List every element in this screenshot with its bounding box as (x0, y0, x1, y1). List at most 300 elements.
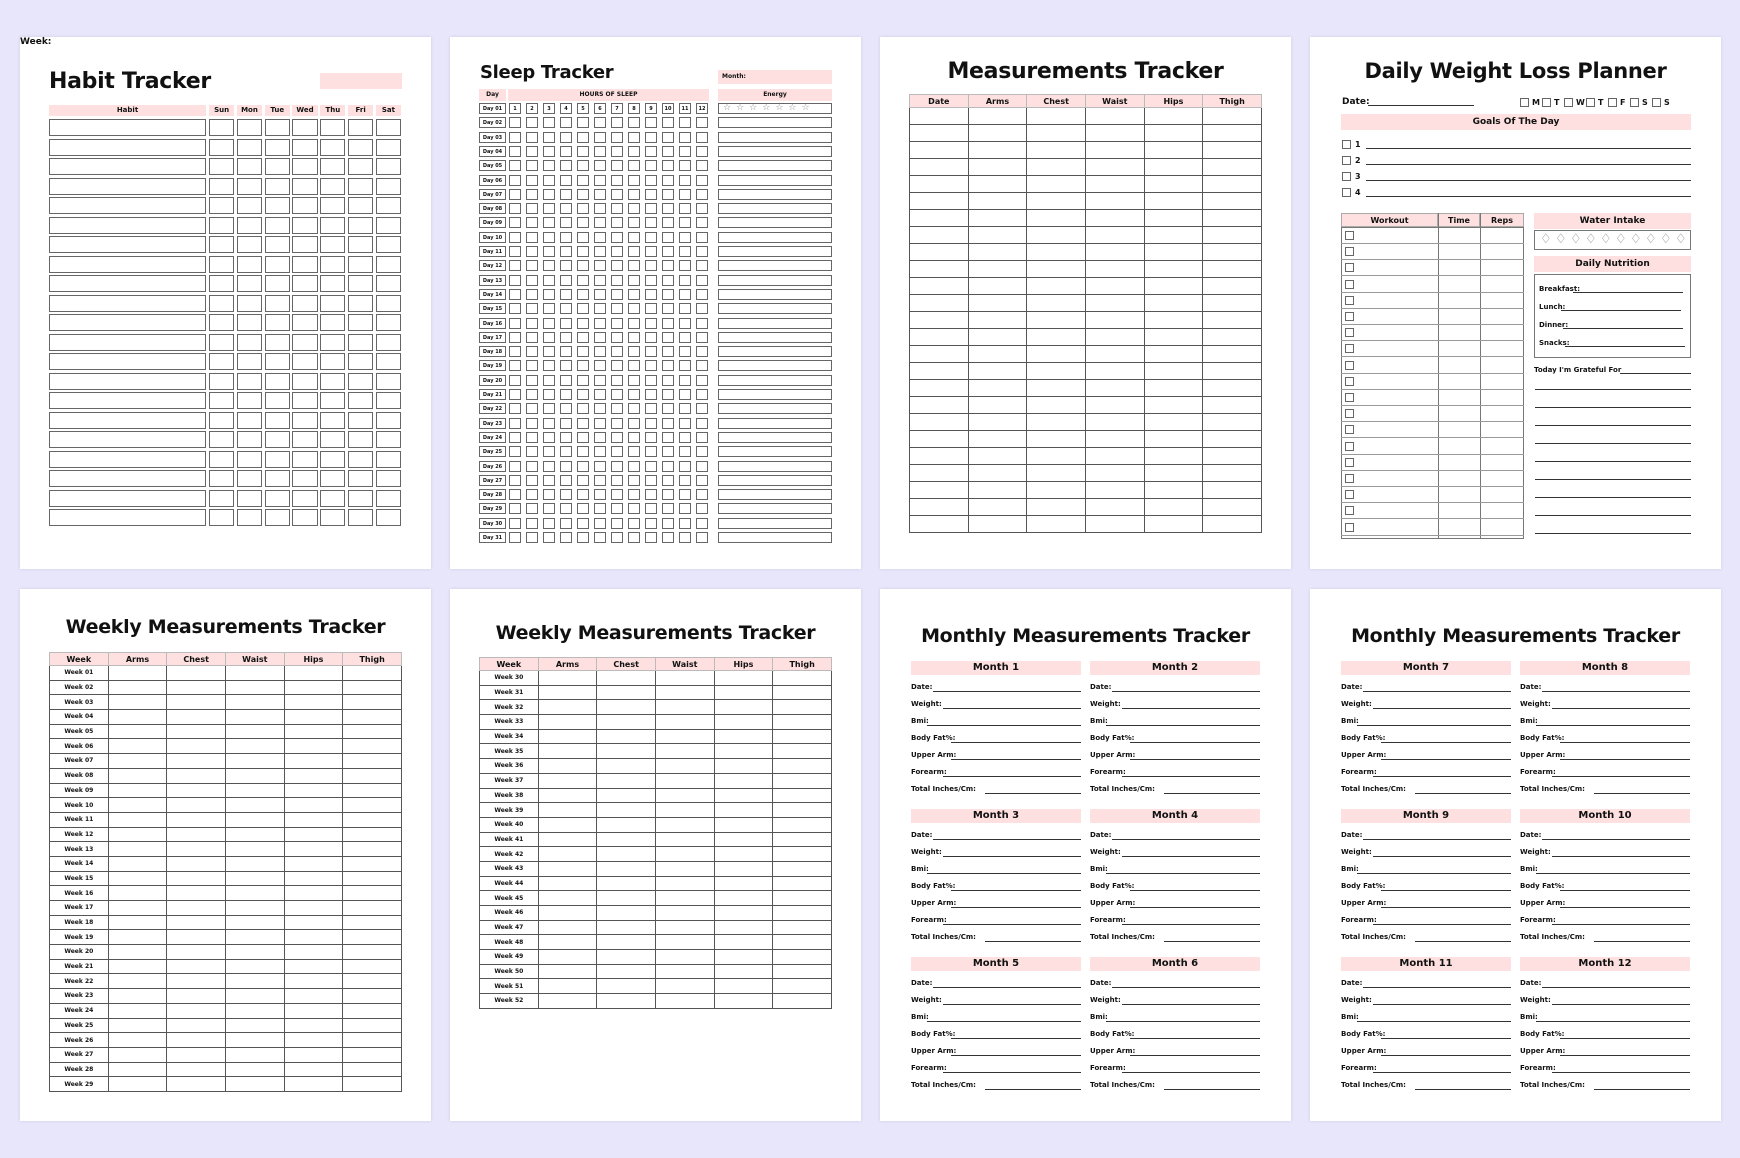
measure-cell[interactable] (225, 1003, 284, 1018)
habit-check-cell[interactable] (292, 139, 317, 156)
sleep-hour-cell[interactable] (543, 146, 555, 157)
field-line[interactable] (1122, 1072, 1260, 1073)
habit-check-cell[interactable] (376, 353, 401, 370)
habit-check-cell[interactable] (237, 197, 262, 214)
measure-cell[interactable] (714, 964, 773, 979)
habit-check-cell[interactable] (237, 139, 262, 156)
field-line[interactable] (951, 759, 1081, 760)
weekday-checkbox[interactable] (1652, 98, 1661, 107)
measure-cell[interactable] (167, 1033, 226, 1048)
sleep-hour-cell[interactable] (509, 403, 521, 414)
habit-check-cell[interactable] (292, 470, 317, 487)
habit-check-cell[interactable] (209, 275, 234, 292)
habit-check-cell[interactable] (237, 509, 262, 526)
sleep-hour-cell[interactable] (526, 289, 538, 300)
habit-check-cell[interactable] (376, 314, 401, 331)
date-field[interactable] (1368, 105, 1474, 106)
measure-cell[interactable] (1144, 363, 1203, 380)
goal-line[interactable] (1366, 148, 1691, 149)
measure-cell[interactable] (655, 715, 714, 730)
sleep-hour-cell[interactable] (560, 217, 572, 228)
sleep-hour-cell[interactable] (594, 160, 606, 171)
sleep-hour-cell[interactable] (645, 489, 657, 500)
measure-cell[interactable] (538, 979, 597, 994)
workout-checkbox[interactable] (1345, 231, 1354, 240)
measure-cell[interactable] (284, 666, 343, 681)
field-line[interactable] (1594, 941, 1690, 942)
measure-cell[interactable] (1144, 227, 1203, 244)
habit-check-cell[interactable] (265, 412, 290, 429)
measure-cell[interactable] (773, 788, 832, 803)
habit-check-cell[interactable] (237, 431, 262, 448)
sleep-hour-cell[interactable] (645, 203, 657, 214)
habit-check-cell[interactable] (320, 412, 345, 429)
measure-cell[interactable] (1203, 193, 1262, 210)
sleep-hour-cell[interactable] (662, 117, 674, 128)
sleep-hour-cell[interactable] (611, 203, 623, 214)
field-line[interactable] (951, 907, 1081, 908)
field-line[interactable] (1552, 708, 1690, 709)
measure-cell[interactable] (1144, 431, 1203, 448)
measure-cell[interactable] (538, 773, 597, 788)
measure-cell[interactable] (714, 744, 773, 759)
sleep-hour-cell[interactable]: 9 (645, 103, 657, 114)
sleep-hour-cell[interactable] (645, 375, 657, 386)
sleep-hour-cell[interactable] (645, 132, 657, 143)
workout-checkbox[interactable] (1345, 490, 1354, 499)
measure-cell[interactable] (1203, 295, 1262, 312)
habit-check-cell[interactable] (320, 295, 345, 312)
sleep-hour-cell[interactable] (611, 132, 623, 143)
sleep-hour-cell[interactable] (526, 403, 538, 414)
sleep-hour-cell[interactable] (628, 246, 640, 257)
measure-cell[interactable] (343, 739, 402, 754)
measure-cell[interactable] (968, 414, 1027, 431)
habit-check-cell[interactable] (348, 158, 373, 175)
sleep-hour-cell[interactable] (543, 189, 555, 200)
sleep-hour-cell[interactable] (594, 275, 606, 286)
sleep-hour-cell[interactable] (696, 475, 708, 486)
sleep-hour-cell[interactable] (611, 346, 623, 357)
meal-line[interactable] (1561, 310, 1681, 311)
sleep-hour-cell[interactable] (611, 489, 623, 500)
sleep-hour-cell[interactable] (526, 475, 538, 486)
habit-check-cell[interactable] (292, 334, 317, 351)
measure-cell[interactable] (225, 901, 284, 916)
measure-cell[interactable] (284, 1033, 343, 1048)
measure-cell[interactable] (1144, 159, 1203, 176)
sleep-hour-cell[interactable] (679, 489, 691, 500)
habit-check-cell[interactable] (265, 217, 290, 234)
sleep-hour-cell[interactable] (509, 160, 521, 171)
sleep-hour-cell[interactable] (526, 146, 538, 157)
measure-cell[interactable] (1085, 125, 1144, 142)
grateful-line[interactable] (1535, 407, 1691, 408)
sleep-hour-cell[interactable] (628, 232, 640, 243)
energy-cell[interactable] (718, 303, 832, 314)
measure-cell[interactable] (538, 744, 597, 759)
sleep-hour-cell[interactable]: 7 (611, 103, 623, 114)
sleep-hour-cell[interactable] (594, 518, 606, 529)
sleep-hour-cell[interactable] (662, 418, 674, 429)
measure-cell[interactable] (538, 832, 597, 847)
measure-cell[interactable] (773, 920, 832, 935)
sleep-hour-cell[interactable] (662, 403, 674, 414)
sleep-hour-cell[interactable] (594, 217, 606, 228)
sleep-hour-cell[interactable] (628, 346, 640, 357)
measure-cell[interactable] (1027, 346, 1086, 363)
measure-cell[interactable] (284, 959, 343, 974)
sleep-hour-cell[interactable] (560, 475, 572, 486)
star-icon[interactable]: ☆ (749, 103, 763, 113)
sleep-hour-cell[interactable] (560, 246, 572, 257)
sleep-hour-cell[interactable] (679, 346, 691, 357)
measure-cell[interactable] (714, 950, 773, 965)
sleep-hour-cell[interactable] (509, 418, 521, 429)
habit-name-cell[interactable] (49, 353, 206, 370)
sleep-hour-cell[interactable] (543, 489, 555, 500)
habit-check-cell[interactable] (209, 373, 234, 390)
measure-cell[interactable] (284, 783, 343, 798)
sleep-hour-cell[interactable] (526, 518, 538, 529)
habit-check-cell[interactable] (237, 353, 262, 370)
sleep-hour-cell[interactable] (679, 289, 691, 300)
sleep-hour-cell[interactable] (611, 117, 623, 128)
sleep-hour-cell[interactable] (645, 432, 657, 443)
measure-cell[interactable] (108, 768, 167, 783)
habit-check-cell[interactable] (209, 334, 234, 351)
measure-cell[interactable] (1085, 142, 1144, 159)
habit-check-cell[interactable] (209, 353, 234, 370)
habit-check-cell[interactable] (292, 236, 317, 253)
habit-check-cell[interactable] (265, 178, 290, 195)
sleep-hour-cell[interactable] (577, 117, 589, 128)
field-line[interactable] (1560, 1055, 1690, 1056)
measure-cell[interactable] (1144, 516, 1203, 533)
water-drop-icon[interactable]: ♢ (1660, 232, 1672, 247)
measure-cell[interactable] (714, 979, 773, 994)
measure-cell[interactable] (968, 465, 1027, 482)
sleep-hour-cell[interactable] (611, 189, 623, 200)
sleep-hour-cell[interactable] (611, 403, 623, 414)
sleep-hour-cell[interactable] (628, 160, 640, 171)
measure-cell[interactable] (167, 886, 226, 901)
measure-cell[interactable] (968, 499, 1027, 516)
sleep-hour-cell[interactable] (611, 475, 623, 486)
measure-cell[interactable] (343, 666, 402, 681)
field-line[interactable] (1373, 776, 1511, 777)
sleep-hour-cell[interactable] (577, 461, 589, 472)
field-line[interactable] (1381, 759, 1511, 760)
measure-cell[interactable] (773, 861, 832, 876)
measure-cell[interactable] (597, 671, 656, 686)
measure-cell[interactable] (714, 876, 773, 891)
measure-cell[interactable] (167, 798, 226, 813)
measure-cell[interactable] (597, 964, 656, 979)
habit-check-cell[interactable] (265, 451, 290, 468)
measure-cell[interactable] (655, 876, 714, 891)
sleep-hour-cell[interactable] (628, 189, 640, 200)
field-line[interactable] (1122, 776, 1260, 777)
habit-check-cell[interactable] (320, 470, 345, 487)
grateful-line[interactable] (1535, 497, 1691, 498)
sleep-hour-cell[interactable] (662, 446, 674, 457)
measure-cell[interactable] (108, 842, 167, 857)
measure-cell[interactable] (343, 812, 402, 827)
sleep-hour-cell[interactable] (645, 446, 657, 457)
sleep-hour-cell[interactable] (594, 489, 606, 500)
measure-cell[interactable] (714, 906, 773, 921)
sleep-hour-cell[interactable] (543, 375, 555, 386)
habit-check-cell[interactable] (376, 490, 401, 507)
habit-check-cell[interactable] (348, 119, 373, 136)
field-line[interactable] (1373, 1004, 1511, 1005)
sleep-hour-cell[interactable] (662, 275, 674, 286)
field-line[interactable] (1122, 924, 1260, 925)
sleep-hour-cell[interactable] (594, 189, 606, 200)
measure-cell[interactable] (968, 193, 1027, 210)
measure-cell[interactable] (714, 729, 773, 744)
sleep-hour-cell[interactable] (662, 332, 674, 343)
sleep-hour-cell[interactable] (696, 346, 708, 357)
measure-cell[interactable] (343, 754, 402, 769)
measure-cell[interactable] (108, 783, 167, 798)
sleep-hour-cell[interactable] (577, 489, 589, 500)
measure-cell[interactable] (1203, 176, 1262, 193)
field-line[interactable] (985, 1089, 1081, 1090)
measure-cell[interactable] (284, 871, 343, 886)
habit-check-cell[interactable] (348, 451, 373, 468)
measure-cell[interactable] (284, 710, 343, 725)
habit-check-cell[interactable] (265, 197, 290, 214)
measure-cell[interactable] (225, 945, 284, 960)
sleep-hour-cell[interactable] (543, 346, 555, 357)
measure-cell[interactable] (225, 974, 284, 989)
habit-name-cell[interactable] (49, 139, 206, 156)
energy-cell[interactable] (718, 360, 832, 371)
energy-cell[interactable] (718, 332, 832, 343)
habit-check-cell[interactable] (292, 197, 317, 214)
measure-cell[interactable] (167, 959, 226, 974)
measure-cell[interactable] (773, 876, 832, 891)
sleep-hour-cell[interactable] (662, 503, 674, 514)
habit-check-cell[interactable] (237, 158, 262, 175)
energy-cell[interactable] (718, 375, 832, 386)
measure-cell[interactable] (714, 700, 773, 715)
measure-cell[interactable] (343, 871, 402, 886)
star-icon[interactable]: ☆ (723, 103, 737, 113)
energy-cell[interactable] (718, 146, 832, 157)
measure-cell[interactable] (1027, 176, 1086, 193)
measure-cell[interactable] (714, 891, 773, 906)
sleep-hour-cell[interactable] (628, 117, 640, 128)
measure-cell[interactable] (714, 773, 773, 788)
field-line[interactable] (951, 742, 1081, 743)
sleep-hour-cell[interactable]: 10 (662, 103, 674, 114)
field-line[interactable] (927, 725, 1081, 726)
measure-cell[interactable] (1085, 380, 1144, 397)
habit-check-cell[interactable] (265, 314, 290, 331)
measure-cell[interactable] (1144, 295, 1203, 312)
measure-cell[interactable] (225, 739, 284, 754)
measure-cell[interactable] (1144, 499, 1203, 516)
measure-cell[interactable] (538, 861, 597, 876)
habit-check-cell[interactable] (265, 490, 290, 507)
sleep-hour-cell[interactable] (560, 117, 572, 128)
grateful-line[interactable] (1535, 479, 1691, 480)
measure-cell[interactable] (538, 759, 597, 774)
sleep-hour-cell[interactable] (577, 289, 589, 300)
measure-cell[interactable] (343, 798, 402, 813)
field-line[interactable] (1373, 708, 1511, 709)
habit-name-cell[interactable] (49, 334, 206, 351)
field-line[interactable] (1381, 1038, 1511, 1039)
sleep-hour-cell[interactable] (594, 375, 606, 386)
sleep-hour-cell[interactable] (628, 360, 640, 371)
sleep-hour-cell[interactable] (696, 303, 708, 314)
habit-check-cell[interactable] (265, 236, 290, 253)
measure-cell[interactable] (108, 945, 167, 960)
workout-checkbox[interactable] (1345, 312, 1354, 321)
sleep-hour-cell[interactable] (679, 203, 691, 214)
habit-check-cell[interactable] (265, 509, 290, 526)
habit-check-cell[interactable] (237, 392, 262, 409)
sleep-hour-cell[interactable] (543, 303, 555, 314)
sleep-hour-cell[interactable] (696, 332, 708, 343)
measure-cell[interactable] (167, 856, 226, 871)
energy-cell[interactable] (718, 117, 832, 128)
sleep-hour-cell[interactable] (696, 503, 708, 514)
measure-cell[interactable] (1085, 448, 1144, 465)
habit-check-cell[interactable] (209, 178, 234, 195)
measure-cell[interactable] (597, 773, 656, 788)
habit-check-cell[interactable] (237, 314, 262, 331)
sleep-hour-cell[interactable] (509, 289, 521, 300)
habit-check-cell[interactable] (292, 275, 317, 292)
sleep-hour-cell[interactable] (577, 260, 589, 271)
sleep-hour-cell[interactable] (645, 532, 657, 543)
sleep-hour-cell[interactable] (509, 132, 521, 143)
habit-check-cell[interactable] (209, 158, 234, 175)
measure-cell[interactable] (343, 959, 402, 974)
measure-cell[interactable] (1085, 312, 1144, 329)
sleep-hour-cell[interactable] (560, 375, 572, 386)
measure-cell[interactable] (284, 739, 343, 754)
measure-cell[interactable] (968, 312, 1027, 329)
sleep-hour-cell[interactable] (543, 217, 555, 228)
measure-cell[interactable] (538, 876, 597, 891)
sleep-hour-cell[interactable] (611, 318, 623, 329)
sleep-hour-cell[interactable]: 4 (560, 103, 572, 114)
water-drop-icon[interactable]: ♢ (1585, 232, 1597, 247)
sleep-hour-cell[interactable] (645, 246, 657, 257)
field-line[interactable] (1552, 1072, 1690, 1073)
measure-cell[interactable] (167, 783, 226, 798)
sleep-hour-cell[interactable] (662, 232, 674, 243)
sleep-hour-cell[interactable] (509, 146, 521, 157)
field-line[interactable] (1130, 907, 1260, 908)
sleep-hour-cell[interactable] (662, 260, 674, 271)
habit-check-cell[interactable] (265, 256, 290, 273)
sleep-hour-cell[interactable] (679, 275, 691, 286)
measure-cell[interactable] (1144, 380, 1203, 397)
sleep-hour-cell[interactable] (543, 475, 555, 486)
star-icon[interactable]: ☆ (736, 103, 750, 113)
sleep-hour-cell[interactable] (611, 303, 623, 314)
sleep-hour-cell[interactable] (543, 518, 555, 529)
measure-cell[interactable] (1144, 193, 1203, 210)
measure-cell[interactable] (968, 482, 1027, 499)
habit-check-cell[interactable] (292, 490, 317, 507)
measure-cell[interactable] (343, 901, 402, 916)
field-line[interactable] (1552, 776, 1690, 777)
field-line[interactable] (951, 1038, 1081, 1039)
grateful-line[interactable] (1535, 533, 1691, 534)
measure-cell[interactable] (108, 901, 167, 916)
sleep-hour-cell[interactable] (662, 175, 674, 186)
measure-cell[interactable] (1027, 261, 1086, 278)
measure-cell[interactable] (538, 847, 597, 862)
measure-cell[interactable] (655, 759, 714, 774)
water-drop-icon[interactable]: ♢ (1675, 232, 1687, 247)
measure-cell[interactable] (910, 380, 969, 397)
measure-cell[interactable] (343, 1062, 402, 1077)
habit-check-cell[interactable] (209, 236, 234, 253)
measure-cell[interactable] (1203, 261, 1262, 278)
habit-check-cell[interactable] (237, 236, 262, 253)
sleep-hour-cell[interactable] (696, 489, 708, 500)
measure-cell[interactable] (1203, 244, 1262, 261)
measure-cell[interactable] (910, 499, 969, 516)
energy-cell[interactable] (718, 289, 832, 300)
measure-cell[interactable] (538, 671, 597, 686)
sleep-hour-cell[interactable] (577, 375, 589, 386)
measure-cell[interactable] (167, 871, 226, 886)
sleep-hour-cell[interactable] (679, 160, 691, 171)
sleep-hour-cell[interactable]: 11 (679, 103, 691, 114)
sleep-hour-cell[interactable] (645, 289, 657, 300)
measure-cell[interactable] (773, 847, 832, 862)
field-line[interactable] (1381, 890, 1511, 891)
measure-cell[interactable] (1144, 261, 1203, 278)
habit-check-cell[interactable] (265, 158, 290, 175)
measure-cell[interactable] (108, 739, 167, 754)
sleep-hour-cell[interactable] (645, 260, 657, 271)
sleep-hour-cell[interactable] (662, 132, 674, 143)
sleep-hour-cell[interactable] (628, 489, 640, 500)
goal-checkbox[interactable] (1342, 156, 1351, 165)
measure-cell[interactable] (714, 994, 773, 1009)
measure-cell[interactable] (968, 329, 1027, 346)
measure-cell[interactable] (655, 744, 714, 759)
measure-cell[interactable] (343, 974, 402, 989)
habit-check-cell[interactable] (209, 314, 234, 331)
sleep-hour-cell[interactable] (543, 203, 555, 214)
habit-check-cell[interactable] (320, 217, 345, 234)
measure-cell[interactable] (1203, 329, 1262, 346)
field-line[interactable] (1552, 924, 1690, 925)
sleep-hour-cell[interactable] (611, 375, 623, 386)
workout-checkbox[interactable] (1345, 263, 1354, 272)
sleep-hour-cell[interactable] (696, 375, 708, 386)
sleep-hour-cell[interactable] (645, 475, 657, 486)
measure-cell[interactable] (108, 1033, 167, 1048)
grateful-line[interactable] (1535, 389, 1691, 390)
habit-check-cell[interactable] (348, 295, 373, 312)
measure-cell[interactable] (343, 945, 402, 960)
field-line[interactable] (1130, 1055, 1260, 1056)
measure-cell[interactable] (910, 176, 969, 193)
